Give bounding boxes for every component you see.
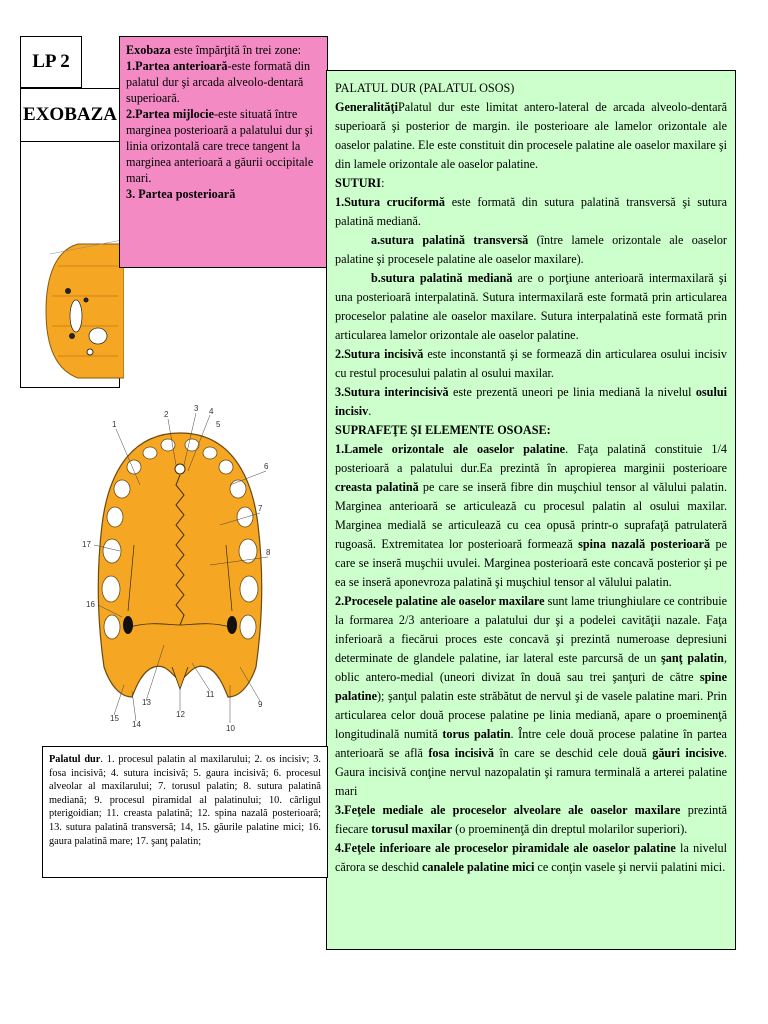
fig-label-3: 3	[194, 405, 199, 413]
fig-label-10: 10	[226, 724, 235, 733]
fig-label-5: 5	[216, 420, 221, 429]
element-3-text-a: prezintă fiecare	[335, 803, 728, 836]
suture-1b-text: are o porţiune anterioară intermaxilară şi una posterioară interpalatină. Sutura intermaxilară este formată prin articularea proceselor palatine ale oaselor maxilare. Sutura interpalatină este formată prin articularea lamelor orizontale ale oaselor palatine.	[335, 271, 727, 342]
intro-term: Exobaza	[126, 43, 171, 57]
element-2-text-d: . Între cele două procese palatine în partea anterioară se află	[335, 727, 727, 760]
greater-palatine-foramen-right	[227, 616, 237, 634]
fig-label-13: 13	[142, 698, 151, 707]
skull-base-thumbnail	[38, 236, 124, 386]
suture-3-title: 3.Sutura interincisivă	[335, 385, 449, 399]
general-text: Palatul dur este limitat antero-lateral de arcada alveolo-dentară superioară şi posterior de margin. ile posterioare ale lamelor orizontale ale oaselor palatine. Ele este constituit din procesele palatine ale oaselor maxilare şi din lamele orizontale ale oaselor palatine.	[335, 100, 727, 171]
suture-1-text: este formată din sutura palatină transversă şi sutura palatină mediană.	[335, 195, 727, 228]
zone-2-title: 2.Partea mijlocie	[126, 107, 214, 121]
page-title	[20, 88, 120, 142]
fig-label-9: 9	[258, 700, 263, 709]
caption-text: . 1. procesul palatin al maxilarului; 2. os incisiv; 3. fosa incisivă; 4. sutura incisivă; 5. gaura incisivă; 6. procesul alveolar al maxilarului; 7. torusul palatin; 8. sutura palatină mediană; 9. procesul piramidal al palatinului; 10. cârligul pterigoidian; 11. creasta palatină; 12. spina nazală posterioară; 13. sutura palatină transversă; 14, 15. găurile palatine mici; 16. gaura palatină mare; 17. şanţ palatin;	[49, 754, 322, 847]
element-2-term-d: fosa incisivă	[428, 746, 494, 760]
intro-panel	[119, 36, 328, 268]
element-4-text-a: la nivelul cărora se deschid	[335, 841, 727, 874]
page-title-text: EXOBAZA	[23, 104, 117, 125]
fig-label-2: 2	[164, 410, 169, 419]
suture-3-term: osului incisiv	[335, 385, 727, 418]
surfaces-heading: SUPRAFEŢE ŞI ELEMENTE OSOASE:	[335, 423, 551, 437]
element-4-text-b: ce conţin vasele şi nervii palatini mici.	[534, 860, 726, 874]
element-1-text-a: . Faţa palatină constituie 1/4 posterioară a palatului dur.Ea prezintă în apropierea marginii posterioare	[335, 442, 727, 475]
general-term: Generalităţi	[335, 100, 398, 114]
fig-label-14: 14	[132, 720, 141, 729]
element-2-term-c: torus palatin	[442, 727, 511, 741]
content-panel	[326, 70, 736, 950]
suture-3-text: este prezentă uneori pe linia mediană la nivelul	[448, 385, 696, 399]
suture-1a-title: a.sutura palatină transversă	[371, 233, 529, 247]
suture-1a-text: (între lamele orizontale ale oaselor palatine şi procesele palatine ale oaselor maxilare).	[335, 233, 727, 266]
figure-caption	[42, 746, 328, 878]
sutures-colon: :	[381, 176, 385, 190]
fig-label-8: 8	[266, 548, 271, 557]
lesson-number-text: LP 2	[32, 51, 70, 72]
posterior-nasal-spine	[172, 667, 188, 689]
element-1-text-c: pe care se inseră muşchii uvulei. Marginea posterioară este concavă posterior şi pe ea se inseră aponevroza palatină şi muşchiul tensor al vălului palatin.	[335, 537, 727, 589]
greater-palatine-foramen-left	[123, 616, 133, 634]
element-2-text-a: sunt lame triunghiulare ce contribuie la formarea 2/3 anterioare a palatului dur şi a podelei cavităţii nazale. Faţa inferioară a fiecărui proces este concavă şi prezintă numeroase depresiuni determinate de glandele palatine, iar lateral este parcursă de un	[335, 594, 727, 665]
suture-1-title: 1.Sutura cruciformă	[335, 195, 445, 209]
caption-title: Palatul dur	[49, 754, 101, 765]
element-1-text-b: pe care se inseră fibre din muşchiul tensor al vălului palatin. Marginea anterioară se articulează cu procesul palatin al osului maxilar. Marginea medială se articulează cu cea opusă printr-o suprafaţă patrulateră rugoasă. Extremitatea lor posterioară formează	[335, 480, 727, 551]
element-2-term-b: spine palatine	[335, 670, 727, 703]
element-2-title: 2.Procesele palatine ale oaselor maxilare	[335, 594, 545, 608]
intro-text: este împărţită în trei zone:	[170, 43, 301, 57]
zone-2-text: -este situată între marginea posterioară a palatului dur şi linia orizontală care trece tangent la marginea anterioară a găurii occipitale mari.	[126, 107, 314, 185]
lesson-number	[20, 36, 82, 88]
element-3-title: 3.Feţele mediale ale proceselor alveolare ale oaselor maxilare	[335, 803, 681, 817]
fig-label-17: 17	[82, 540, 91, 549]
suture-1b-title: b.sutura palatină mediană	[371, 271, 513, 285]
zone-1-title: 1.Partea anterioară	[126, 59, 228, 73]
fig-label-16: 16	[86, 600, 95, 609]
suture-2-text: este inconstantă şi se formează din articularea osului incisiv cu restul procesului palatin al osului maxilar.	[335, 347, 727, 380]
fig-label-15: 15	[110, 714, 119, 723]
element-3-text-b: (o proeminenţă din dreptul molarilor superiori).	[452, 822, 688, 836]
sutures-heading: SUTURI	[335, 176, 382, 190]
element-1-term-b: spina nazală posterioară	[578, 537, 711, 551]
fig-label-12: 12	[176, 710, 185, 719]
zone-1-text: -este formată din palatul dur şi arcada alveolo-dentară superioară.	[126, 59, 311, 105]
element-1-term-a: creasta palatină	[335, 480, 419, 494]
fig-label-1: 1	[112, 420, 117, 429]
element-2-text-f: . Gaura incisivă conţine nervul nazopalatin şi ramura terminală a arterei palatine mari	[335, 746, 728, 798]
zone-3-title: 3. Partea posterioară	[126, 187, 236, 201]
fig-label-6: 6	[264, 462, 269, 471]
element-4-title: 4.Feţele inferioare ale proceselor piramidale ale oaselor palatine	[335, 841, 676, 855]
fig-label-7: 7	[258, 504, 263, 513]
element-2-text-b: , oblic antero-medial (uneori divizat în două sau trei şanţuri de către	[335, 651, 727, 684]
element-2-text-e: în care se deschid cele două	[494, 746, 653, 760]
element-4-term: canalele palatine mici	[421, 860, 535, 874]
element-1-title: 1.Lamele orizontale ale oaselor palatine	[335, 442, 566, 456]
suture-2-title: 2.Sutura incisivă	[335, 347, 424, 361]
element-2-term-a: şanţ palatin	[661, 651, 724, 665]
suture-3-end: .	[368, 404, 372, 418]
hard-palate-figure	[80, 405, 280, 735]
section-title: PALATUL DUR (PALATUL OSOS)	[335, 81, 515, 95]
incisive-fossa	[175, 464, 185, 474]
fig-label-4: 4	[209, 407, 214, 416]
element-2-text-c: ); şanţul palatin este străbătut de nervul şi de vasele palatine mari. Prin articularea celor două procese palatine pe linia mediană, apare o proeminenţă longitudinală numită	[335, 689, 727, 741]
element-3-term: torusul maxilar	[371, 822, 453, 836]
element-2-term-e: găuri incisive	[652, 746, 724, 760]
fig-label-11: 11	[206, 690, 215, 699]
